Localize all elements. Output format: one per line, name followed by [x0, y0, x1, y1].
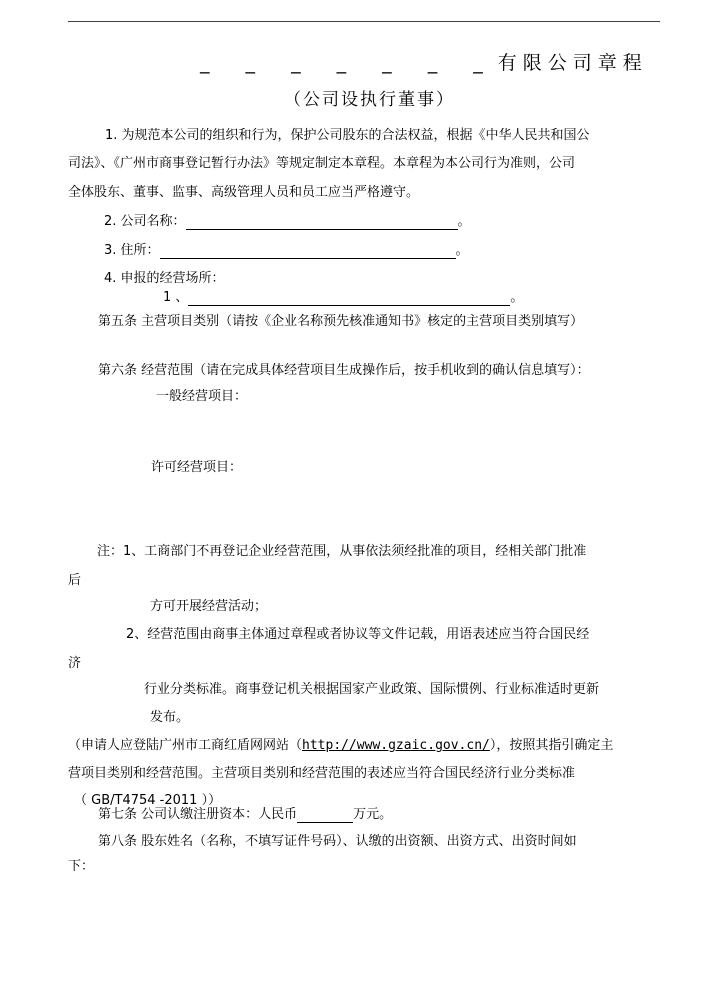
business-premises-number: 1 、 [163, 290, 189, 305]
registered-capital-field[interactable] [297, 809, 353, 823]
gzaic-website-link[interactable]: http://www.gzaic.gov.cn/ [302, 738, 490, 753]
company-name-label: 2. 公司名称： [104, 214, 186, 229]
company-name-field[interactable] [186, 216, 458, 230]
document-title [200, 48, 648, 75]
note2-line4: 发布。 [150, 710, 190, 725]
note2-line3: 行业分类标准。商事登记机关根据国家产业政策、国际惯例、行业标准适时更新 [144, 682, 600, 697]
business-premises-label: 4. 申报的经营场所： [104, 271, 225, 286]
business-premises-field[interactable] [188, 292, 510, 306]
article-7: 第七条 公司认缴注册资本：人民币 万元。 [98, 807, 393, 822]
note1-line1: 注：1、工商部门不再登记企业经营范围，从事依法须经批准的项目，经相关部门批准 [97, 544, 587, 559]
article-5: 第五条 主营项目类别（请按《企业名称预先核准通知书》核定的主营项目类别填写） [98, 314, 584, 329]
note1-line3: 方可开展经营活动； [150, 599, 268, 614]
general-scope-label: 一般经营项目： [156, 389, 248, 404]
para1-line1: 1. 为规范本公司的组织和行为，保护公司股东的合法权益，根据《中华人民共和国公 [105, 128, 590, 143]
note2-line2: 济 [68, 656, 82, 671]
address-item: 3. 住所： 。 [104, 243, 469, 258]
para1-line2: 司法》、《广州市商事登记暂行办法》等规定制定本章程。本章程为本公司行为准则，公司 [68, 156, 576, 171]
company-name-blank: _ _ _ _ _ _ _ [200, 52, 498, 74]
document-subtitle: （公司设执行董事） [284, 90, 455, 110]
applicant-note-line3: （ GB/T4754 -2011 ）） [74, 793, 222, 808]
note1-line2: 后 [68, 573, 82, 588]
header-rule [68, 21, 660, 22]
article-6: 第六条 经营范围（请在完成具体经营项目生成操作后，按手机收到的确认信息填写）： [98, 363, 590, 378]
applicant-note-line1: （申请人应登陆广州市工商红盾网网站（http://www.gzaic.gov.cn/），按照其指引确定主 [68, 738, 614, 753]
para1-line3: 全体股东、董事、监事、高级管理人员和员工应当严格遵守。 [68, 185, 420, 200]
address-field[interactable] [160, 245, 456, 259]
applicant-note-line2: 营项目类别和经营范围。主营项目类别和经营范围的表述应当符合国民经济行业分类标准 [68, 766, 576, 781]
licensed-scope-label: 许可经营项目： [151, 460, 243, 475]
article-8-line2: 下： [68, 859, 95, 874]
article-8-line1: 第八条 股东姓名（名称，不填写证件号码）、认缴的出资额、出资方式、出资时间如 [98, 834, 577, 849]
title-text: 有限公司章程 [497, 52, 648, 74]
note2-line1: 2、经营范围由商事主体通过章程或者协议等文件记载，用语表述应当符合国民经 [126, 627, 590, 642]
business-premises-item: 1 、 。 [163, 290, 524, 305]
company-name-item: 2. 公司名称： 。 [104, 214, 471, 229]
address-label: 3. 住所： [104, 243, 160, 258]
